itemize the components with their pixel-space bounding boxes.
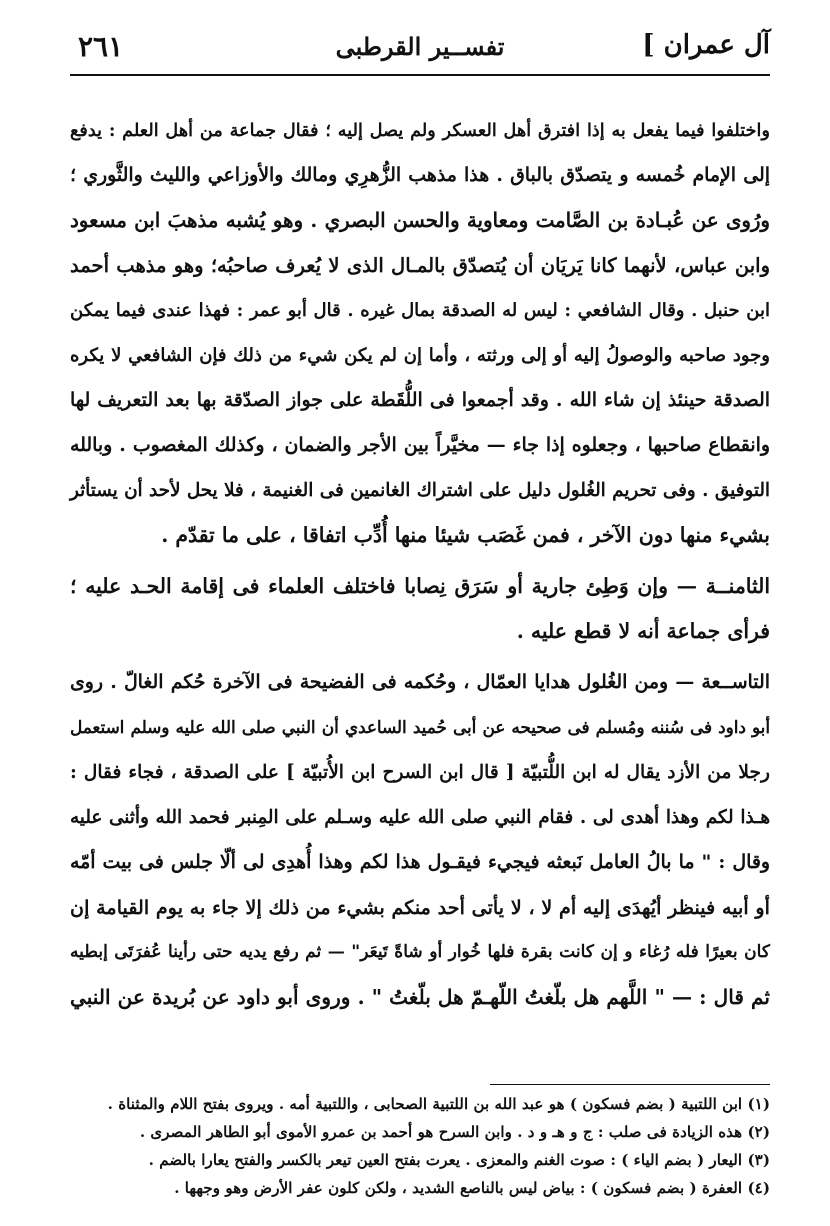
text-line: أو أبيه فينظر أيُهدَى إليه أم لا ، لا يأتى أحد منكم بشيء من ذلك إلا جاء به يوم القيامة إن — [70, 896, 770, 919]
page-number: ٢٦١ — [78, 30, 124, 63]
text-line: بشيء منها دون الآخر ، فمن غَصَب شيئا منها أُدِّب اتفاقا ، على ما تقدّم . — [161, 523, 770, 547]
text-line: هـذا لكم وهذا أهدى لى . فقام النبي صلى الله عليه وسـلم على المِنبر فحمد الله وأثنى عليه — [70, 807, 770, 828]
footnote-rule — [490, 1084, 770, 1085]
text-line: الثامنــة — وإن وَطِئ جارية أو سَرَق نِصابا فاختلف العلماء فى إقامة الحـد عليه ؛ — [70, 574, 770, 598]
text-line: التاســعة — ومن الغُلول هدايا العمّال ، وحُكمه فى الفضيحة فى الآخرة حُكم الغالّ . روى — [70, 671, 770, 693]
footnote: (٢) هذه الزيادة فى صلب : ج و هـ و د . وابن السرح هو أحمد بن عمرو الأموى أبو الطاهر المصرى . — [139, 1123, 770, 1141]
running-title-surah: آل عمران ] — [642, 30, 770, 60]
text-line: فرأى جماعة أنه لا قطع عليه . — [516, 619, 770, 643]
running-title-book: تفســير القرطبى — [335, 32, 505, 61]
main-text — [70, 108, 770, 1020]
footnote: (١) ابن اللتبية ( بضم فسكون ) هو عبد الله بن اللتبية الصحابى ، واللتبية أمه . ويروى بفتح اللام والمثناة . — [107, 1095, 770, 1113]
text-line: رجلا من الأزد يقال له ابن اللُّتبيّة [ قال ابن السرح ابن الأُتبيّة ] على الصدقة ، فجاء فقال : — [70, 762, 770, 783]
footnote: (٣) اليعار ( بضم الياء ) : صوت الغنم والمعزى . يعرت بفتح العين تيعر بالكسر والفتح يعارا بالضم . — [148, 1151, 770, 1169]
page-header — [70, 26, 770, 78]
text-line: كان بعيرًا فله رُغاء و إن كانت بقرة فلها خُوار أو شاةً تَيعَر" — ثم رفع يديه حتى رأينا عُفرَتَى إبطيه — [70, 942, 770, 962]
text-line: ابن حنبل . وقال الشافعي : ليس له الصدقة بمال غيره . قال أبو عمر : فهذا عندى فيما يمكن — [70, 300, 770, 321]
footnotes — [70, 1090, 770, 1202]
text-line: ثم قال : — " اللَّهم هل بلّغتُ اللّهـمّ هل بلّغتُ " . وروى أبو داود عن بُريدة عن النبي — [70, 985, 770, 1009]
footnote: (٤) العفرة ( بضم فسكون ) : بياض ليس بالناصع الشديد ، ولكن كلون عفر الأرض وهو وجهها . — [174, 1179, 770, 1197]
text-line: واختلفوا فيما يفعل به إذا افترق أهل العسكر ولم يصل إليه ؛ فقال جماعة من أهل العلم : يدفع — [70, 120, 770, 141]
text-line: التوفيق . وفى تحريم الغُلول دليل على اشتراك الغانمين فى الغنيمة ، فلا يحل لأحد أن يستأثر — [70, 480, 770, 501]
text-line: وانقطاع صاحبها ، وجعلوه إذا جاء — مخيَّراً بين الأجر والضمان ، وكذلك المغصوب . وبالله — [70, 434, 770, 456]
text-line: أبو داود فى سُننه ومُسلم فى صحيحه عن أبى حُميد الساعدي أن النبي صلى الله عليه وسلم استعمل — [70, 717, 770, 737]
text-line: ورُوى عن عُبـادة بن الصَّامت ومعاوية والحسن البصري . وهو يُشبه مذهبَ ابن مسعود — [70, 208, 770, 232]
text-line: الصدقة حينئذ إن شاء الله . وقد أجمعوا فى اللُّقَطة على جواز الصدّقة بها بعد التعريف لها — [70, 389, 770, 411]
text-line: وجود صاحبه والوصولُ إليه أو إلى ورثته ، وأما إن لم يكن شيء من ذلك فإن الشافعي لا يكره — [70, 345, 770, 366]
text-line: إلى الإمام خُمسه و يتصدّق بالباق . هذا مذهب الزُّهرِي ومالك والأوزاعي والليث والثَّوري ؛ — [70, 164, 770, 186]
text-line: وابن عباس، لأنهما كانا يَريَان أن يُتصدّق بالمـال الذى لا يُعرف صاحبُه؛ وهو مذهب أحمد — [70, 254, 770, 277]
header-rule — [70, 74, 770, 76]
text-line: وقال : " ما بالُ العامل نَبعثه فيجيء فيقـول هذا لكم وهذا أُهدِى لى ألّا جلس فى بيت أمّه — [70, 851, 770, 873]
